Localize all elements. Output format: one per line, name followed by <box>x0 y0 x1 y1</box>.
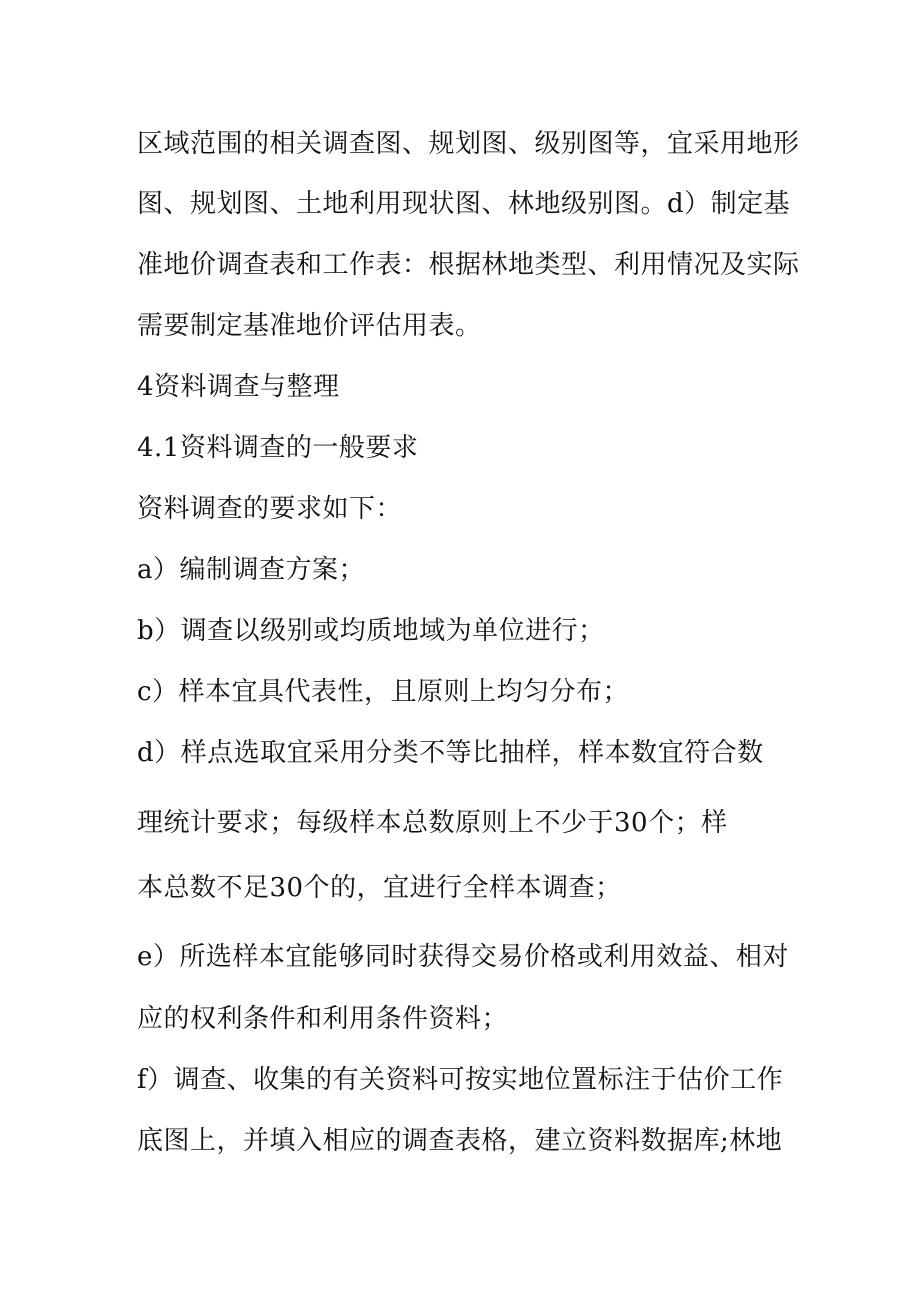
list-item-e-line-2: 应的权利条件和利用条件资料； <box>137 1004 509 1034</box>
list-item-e-line-1: e）所选样本宜能够同时获得交易价格或利用效益、相对 <box>137 942 789 972</box>
paragraph-line-3: 准地价调查表和工作表：根据林地类型、利用情况及实际 <box>137 250 800 280</box>
section-heading: 4资料调查与整理 <box>137 372 340 402</box>
paragraph-line-1: 区域范围的相关调查图、规划图、级别图等，宜采用地形 <box>137 129 800 159</box>
list-item-a: a）编制调查方案； <box>137 555 366 585</box>
list-item-f-line-1: f）调查、收集的有关资料可按实地位置标注于估价工作 <box>137 1065 784 1095</box>
list-item-b: b）调查以级别或均质地域为单位进行； <box>137 616 605 646</box>
list-item-d-line-2: 理统计要求；每级样本总数原则上不少于30个；样 <box>137 808 728 838</box>
list-item-d-line-1: d）样点选取宜采用分类不等比抽样，样本数宜符合数 <box>137 738 764 768</box>
paragraph-line-2: 图、规划图、土地利用现状图、林地级别图。d）制定基 <box>137 189 791 219</box>
list-item-c: c）样本宜具代表性，且原则上均匀分布； <box>137 677 630 707</box>
list-item-d-line-3: 本总数不足30个的，宜进行全样本调查； <box>137 873 622 903</box>
paragraph-line-4: 需要制定基准地价评估用表。 <box>137 311 482 341</box>
subsection-heading: 4.1资料调查的一般要求 <box>137 433 419 463</box>
list-item-f-line-2: 底图上，并填入相应的调查表格，建立资料数据库;林地 <box>137 1126 783 1156</box>
requirements-intro: 资料调查的要求如下： <box>137 494 403 524</box>
